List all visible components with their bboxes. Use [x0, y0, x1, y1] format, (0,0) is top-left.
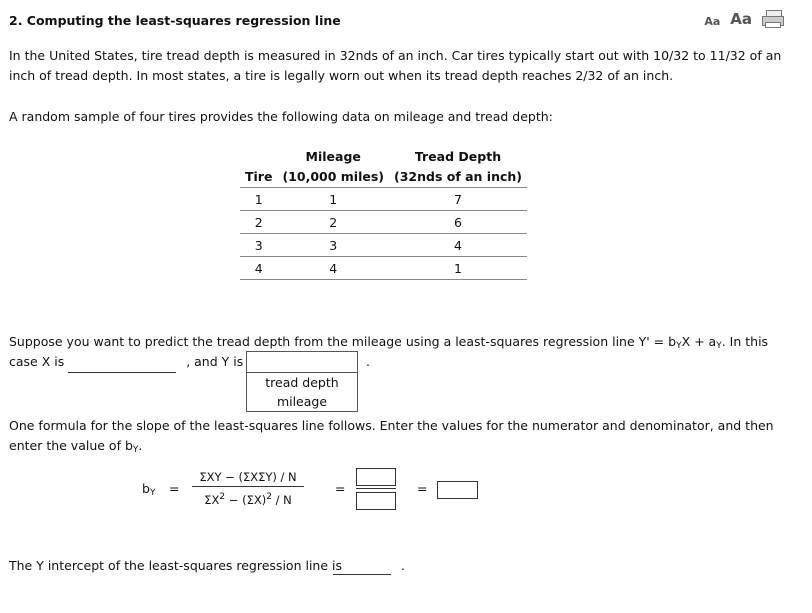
predict-line-2: case X is , and Y is: [9, 352, 789, 373]
intro-paragraph: In the United States, tire tread depth is measured in 32nds of an inch. Car tires typically start out with 10/32 to 11/32 of an inch of tread depth. In most states, a tire is legally worn out when its tread depth reaches 2/32 of an inch.: [9, 48, 782, 83]
header-tire: [240, 147, 277, 167]
header-tire-label: Tire: [245, 169, 273, 184]
text-size-large-button[interactable]: Aa: [730, 10, 752, 28]
period: .: [401, 558, 405, 573]
printer-icon[interactable]: [762, 10, 784, 28]
question-title: 2. Computing the least-squares regression line: [9, 13, 341, 28]
dropdown-selected[interactable]: [247, 352, 357, 373]
dropdown-option-mileage[interactable]: mileage: [276, 394, 328, 409]
header-mileage-2: (10,000 miles): [282, 169, 384, 184]
text-size-small-button[interactable]: Aa: [704, 15, 721, 28]
intercept-text: The Y intercept of the least-squares regression line is: [9, 558, 342, 573]
sample-text: A random sample of four tires provides the following data on mileage and tread depth:: [9, 109, 553, 124]
period: .: [366, 354, 370, 369]
header-depth-2: (32nds of an inch): [394, 169, 523, 184]
header-depth-1: Tread Depth: [414, 149, 502, 164]
table-row: 1 1 7: [240, 188, 527, 211]
table-row: 2 2 6: [240, 211, 527, 234]
numerator-input[interactable]: [356, 468, 396, 486]
denominator-input[interactable]: [356, 492, 396, 510]
formula-denominator: $\Sigma X^2 - (\Sigma X)^2 / N$: [204, 492, 292, 507]
equals-sign-3: =: [417, 481, 428, 496]
x-variable-blank[interactable]: [68, 352, 176, 373]
table-row: 3 3 4: [240, 234, 527, 257]
equals-sign-2: =: [335, 481, 346, 496]
slope-symbol: $b_Y$: [142, 481, 156, 498]
equals-sign-1: =: [169, 481, 180, 496]
slope-value-input[interactable]: [437, 481, 478, 499]
header-mileage-1: Mileage: [305, 149, 361, 164]
fraction-bar: [356, 488, 396, 489]
formula-paragraph: One formula for the slope of the least-squares line follows. Enter the values for the numerator and denominator, and then enter the value of $b_Y$.: [9, 418, 774, 455]
data-table: [240, 147, 527, 280]
y-variable-dropdown[interactable]: [246, 351, 358, 412]
intercept-blank[interactable]: [333, 558, 391, 575]
formula-numerator: ΣXY − (ΣXΣY) / N: [192, 470, 304, 487]
predict-line-1: Suppose you want to predict the tread depth from the mileage using a least-squares regression line $Y' = b_YX + a_Y$. In this: [9, 334, 769, 351]
dropdown-option-tread-depth[interactable]: tread depth: [265, 375, 339, 390]
toolbar: [704, 10, 784, 28]
table-row: 4 4 1: [240, 257, 527, 280]
